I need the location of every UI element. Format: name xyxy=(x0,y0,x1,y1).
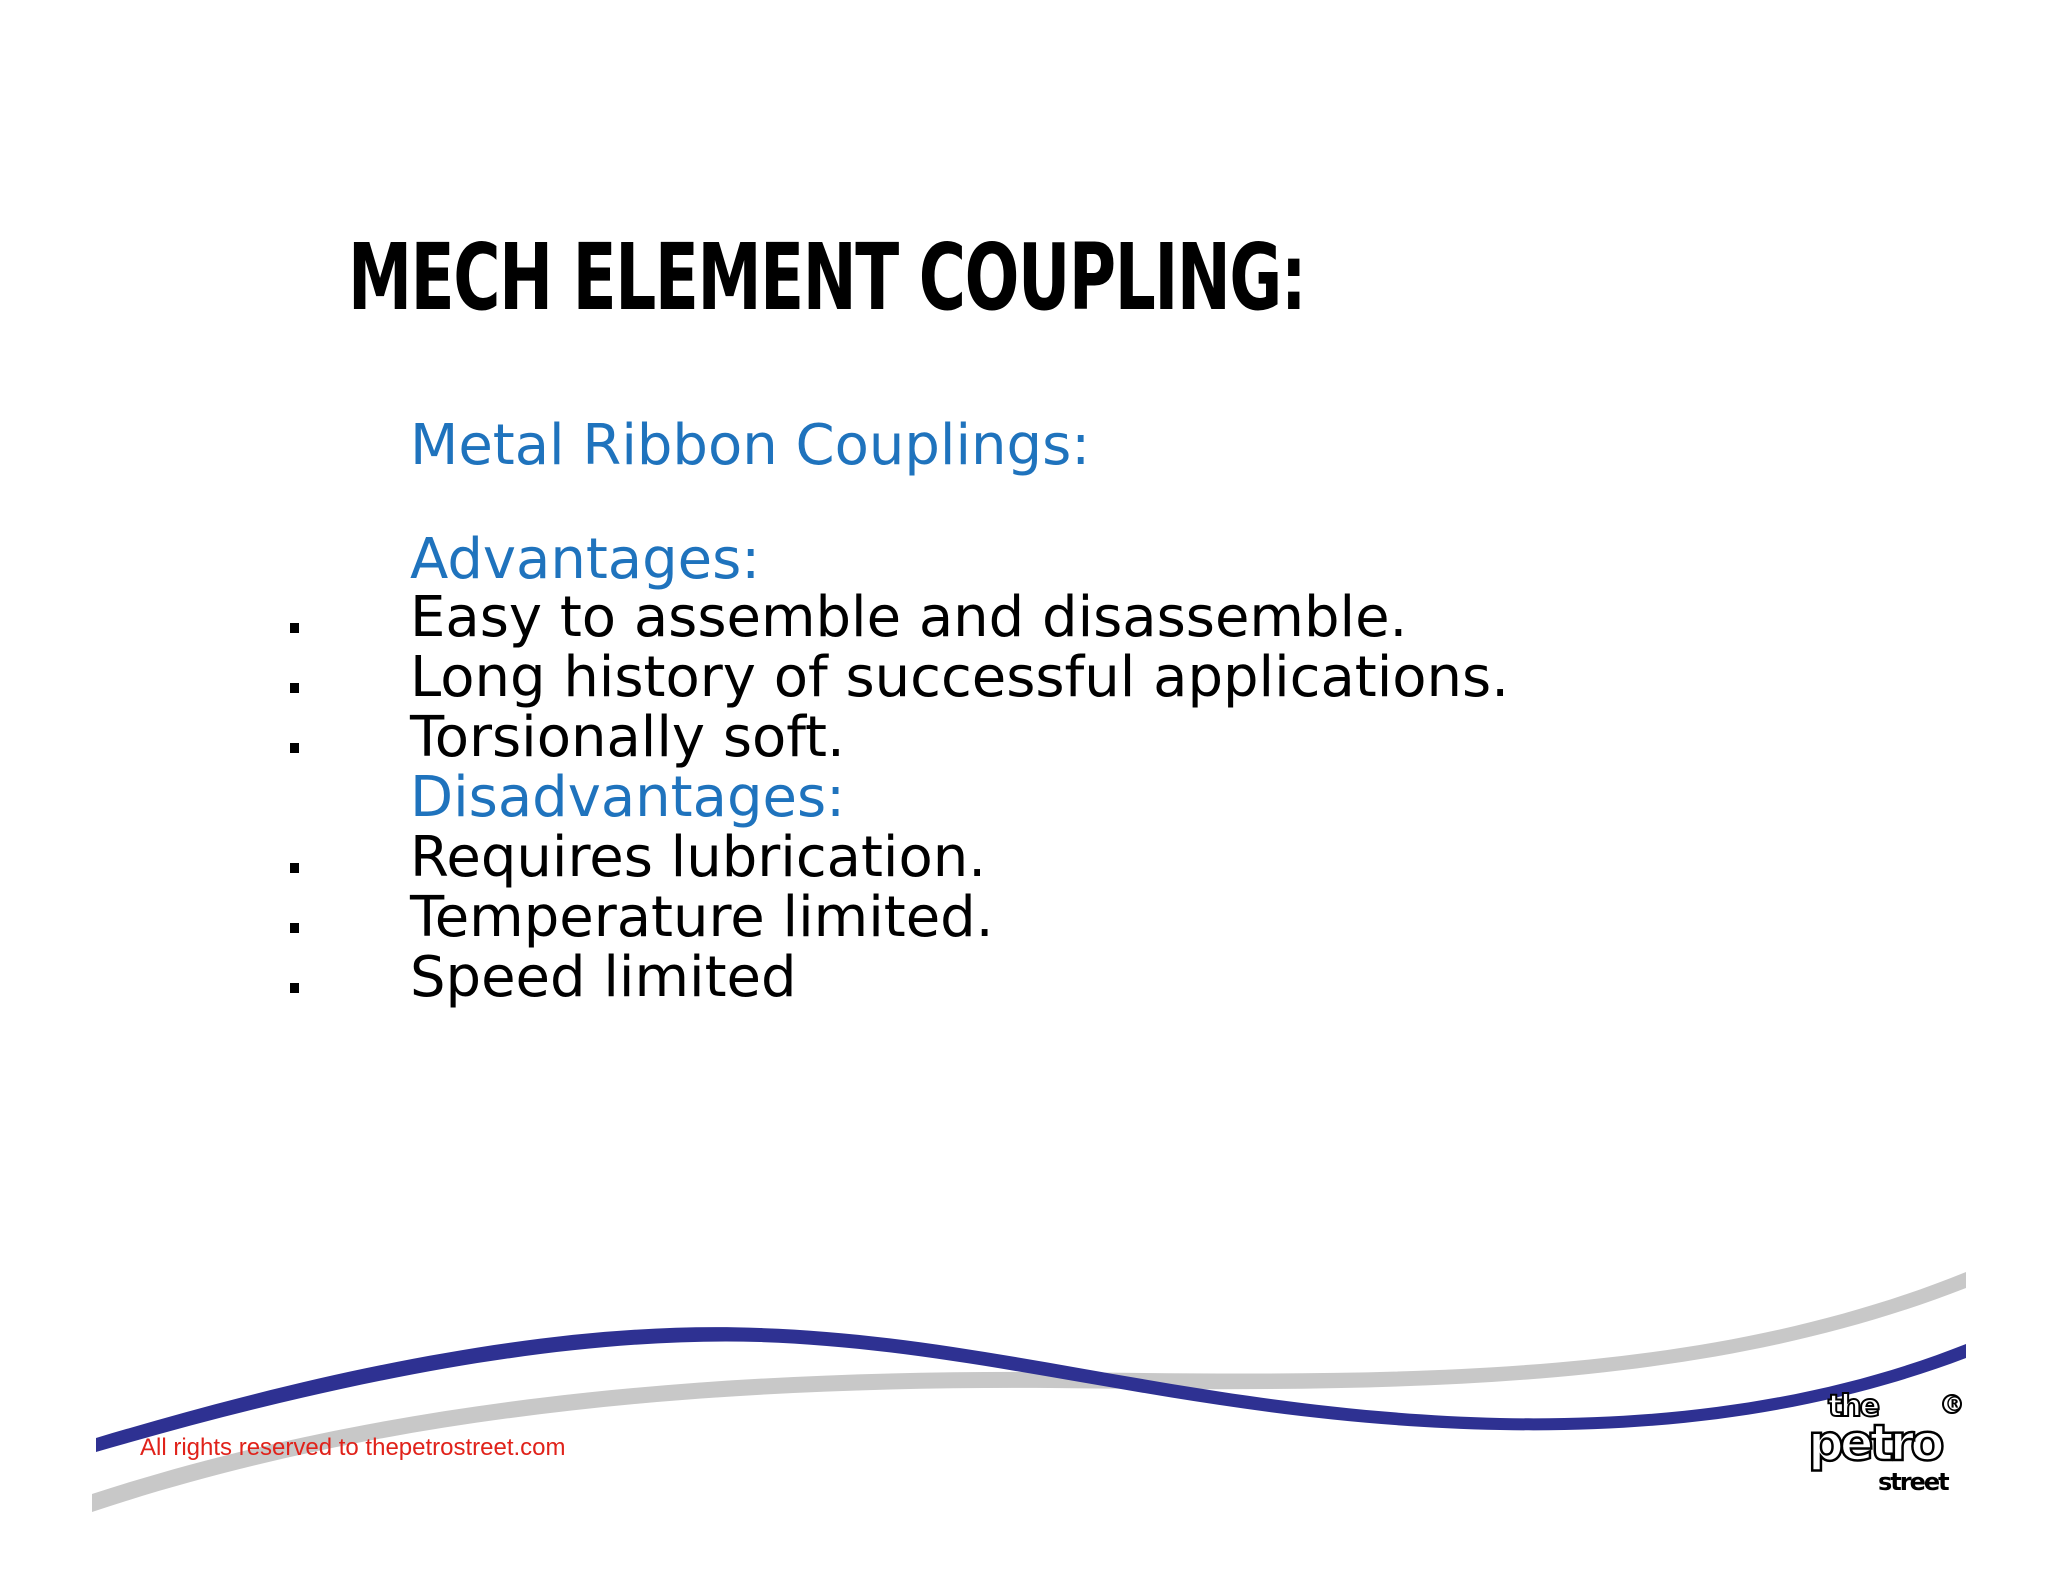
advantages-heading: Advantages: xyxy=(410,527,761,592)
disadvantage-item: Temperature limited. xyxy=(410,885,994,950)
advantage-item: Easy to assemble and disassemble. xyxy=(410,585,1408,650)
bullet-square-icon xyxy=(290,683,299,693)
advantage-item: Torsionally soft. xyxy=(410,705,845,770)
slide-title: MECH ELEMENT COUPLING: xyxy=(348,224,1306,331)
slide-subtitle: Metal Ribbon Couplings: xyxy=(410,413,1091,478)
logo-text-petro: petro xyxy=(1808,1414,1941,1472)
copyright-footer: All rights reserved to thepetrostreet.com xyxy=(140,1434,566,1461)
disadvantage-item: Requires lubrication. xyxy=(410,825,987,890)
bullet-square-icon xyxy=(290,743,299,753)
registered-mark-text: ® xyxy=(1944,1392,1965,1416)
disadvantages-heading: Disadvantages: xyxy=(410,765,845,830)
petrostreet-logo xyxy=(1806,1386,1966,1496)
logo-text-the: the xyxy=(1828,1389,1879,1424)
bullet-square-icon xyxy=(290,923,299,933)
bullet-square-icon xyxy=(290,863,299,873)
advantage-item: Long history of successful applications. xyxy=(410,645,1509,710)
bullet-square-icon xyxy=(290,983,299,993)
bullet-square-icon xyxy=(290,623,299,633)
disadvantage-item: Speed limited xyxy=(410,945,797,1010)
logo-text-street: street xyxy=(1878,1468,1948,1496)
gray-swoosh xyxy=(92,1272,1966,1512)
